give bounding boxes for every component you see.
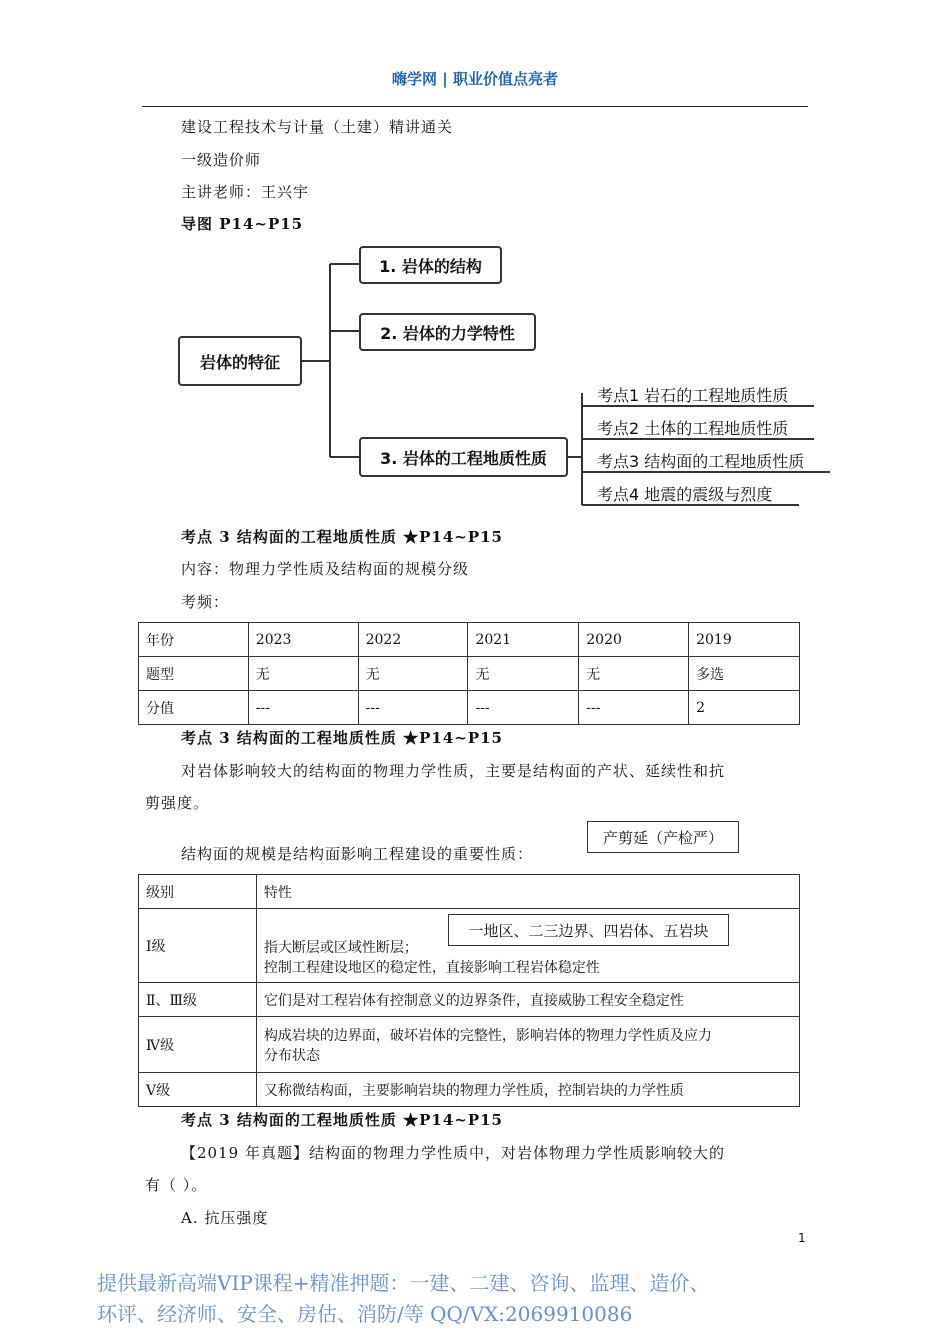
teacher-label: 主讲老师：王兴宇	[181, 183, 310, 201]
page-number: 1	[798, 1231, 806, 1245]
scale-text: 它们是对工程岩体有控制意义的边界条件，直接威胁工程安全稳定性	[256, 983, 799, 1017]
sub-point-4: 考点4 地震的震级与烈度	[597, 485, 773, 504]
table-row	[139, 875, 800, 909]
freq-cell: 无	[579, 657, 689, 691]
section1-heading: 考点 3 结构面的工程地质性质 ★P14~P15	[181, 528, 503, 546]
scale-text: 构成岩块的边界面，破坏岩体的完整性，影响岩体的物理力学性质及应力	[263, 1027, 712, 1044]
scale-level: Ⅴ级	[139, 1073, 257, 1107]
freq-cell: 年份	[139, 623, 249, 657]
question-line-a: 【2019 年真题】结构面的物理力学性质中，对岩体物理力学性质影响较大的	[181, 1144, 725, 1162]
mindmap-root: 岩体的特征	[178, 336, 302, 386]
freq-cell: ---	[579, 691, 689, 725]
scale-text: 分布状态	[263, 1047, 320, 1064]
table-row	[139, 1073, 800, 1107]
scale-text: 又称微结构面，主要影响岩块的物理力学性质，控制岩块的力学性质	[256, 1073, 799, 1107]
level-label: 一级造价师	[181, 151, 262, 169]
freq-cell: 无	[248, 657, 358, 691]
scale-text: 控制工程建设地区的稳定性，直接影响工程岩体稳定性	[263, 959, 600, 976]
freq-cell: ---	[468, 691, 579, 725]
section1-freq-label: 考频：	[181, 593, 230, 611]
freq-cell: 2019	[689, 623, 800, 657]
section2-para1-a: 对岩体影响较大的结构面的物理力学性质，主要是结构面的产状、延续性和抗	[181, 762, 726, 780]
question-line-b: 有（ ）。	[145, 1176, 208, 1194]
section3-heading: 考点 3 结构面的工程地质性质 ★P14~P15	[181, 1111, 503, 1129]
sub-point-1: 考点1 岩石的工程地质性质	[597, 386, 789, 405]
freq-cell: 2022	[358, 623, 468, 657]
table-row	[139, 623, 800, 657]
scale-level: Ⅳ级	[139, 1017, 257, 1073]
freq-cell: 题型	[139, 657, 249, 691]
sub-point-3: 考点3 结构面的工程地质性质	[597, 452, 805, 471]
option-a: A. 抗压强度	[181, 1209, 269, 1227]
freq-cell: ---	[358, 691, 468, 725]
frequency-table	[138, 622, 800, 725]
map-title: 导图 P14~P15	[181, 215, 304, 233]
freq-cell: 2023	[248, 623, 358, 657]
mindmap-branch-1: 1. 岩体的结构	[359, 246, 502, 284]
table-row	[139, 1017, 800, 1073]
table-row	[139, 983, 800, 1017]
scale-header-trait: 特性	[256, 875, 799, 909]
table-row	[139, 691, 800, 725]
sub-point-2: 考点2 土体的工程地质性质	[597, 419, 789, 438]
section2-para2: 结构面的规模是结构面影响工程建设的重要性质：	[181, 845, 534, 863]
freq-cell: 2020	[579, 623, 689, 657]
course-title: 建设工程技术与计量（土建）精讲通关	[181, 118, 454, 136]
mindmap-branch-3: 3. 岩体的工程地质性质	[359, 437, 568, 477]
scale-text: 指大断层或区域性断层；	[263, 939, 418, 956]
freq-cell: 无	[468, 657, 579, 691]
scale-table	[138, 874, 800, 1107]
freq-cell: 2	[689, 691, 800, 725]
scale-header-level: 级别	[139, 875, 257, 909]
freq-cell: ---	[248, 691, 358, 725]
section1-content: 内容：物理力学性质及结构面的规模分级	[181, 560, 470, 578]
scale-level: Ⅰ级	[139, 909, 257, 983]
footer-line-2: 环评、经济师、安全、房估、消防/等 QQ/VX:2069910086	[97, 1302, 633, 1326]
freq-cell: 2021	[468, 623, 579, 657]
mnemonic-tip-2: 一地区、二三边界、四岩体、五岩块	[448, 914, 729, 946]
page-header-title: 嗨学网 | 职业价值点亮者	[392, 70, 558, 88]
freq-cell: 无	[358, 657, 468, 691]
section2-heading: 考点 3 结构面的工程地质性质 ★P14~P15	[181, 729, 503, 747]
freq-cell: 多选	[689, 657, 800, 691]
mindmap-branch-2: 2. 岩体的力学特性	[359, 313, 536, 351]
footer-line-1: 提供最新高端VIP课程+精准押题：一建、二建、咨询、监理、造价、	[97, 1271, 710, 1295]
scale-level: Ⅱ、Ⅲ级	[139, 983, 257, 1017]
freq-cell: 分值	[139, 691, 249, 725]
section2-para1-b: 剪强度。	[145, 794, 210, 812]
table-row	[139, 657, 800, 691]
mnemonic-tip-1: 产剪延（产检严）	[587, 821, 739, 853]
